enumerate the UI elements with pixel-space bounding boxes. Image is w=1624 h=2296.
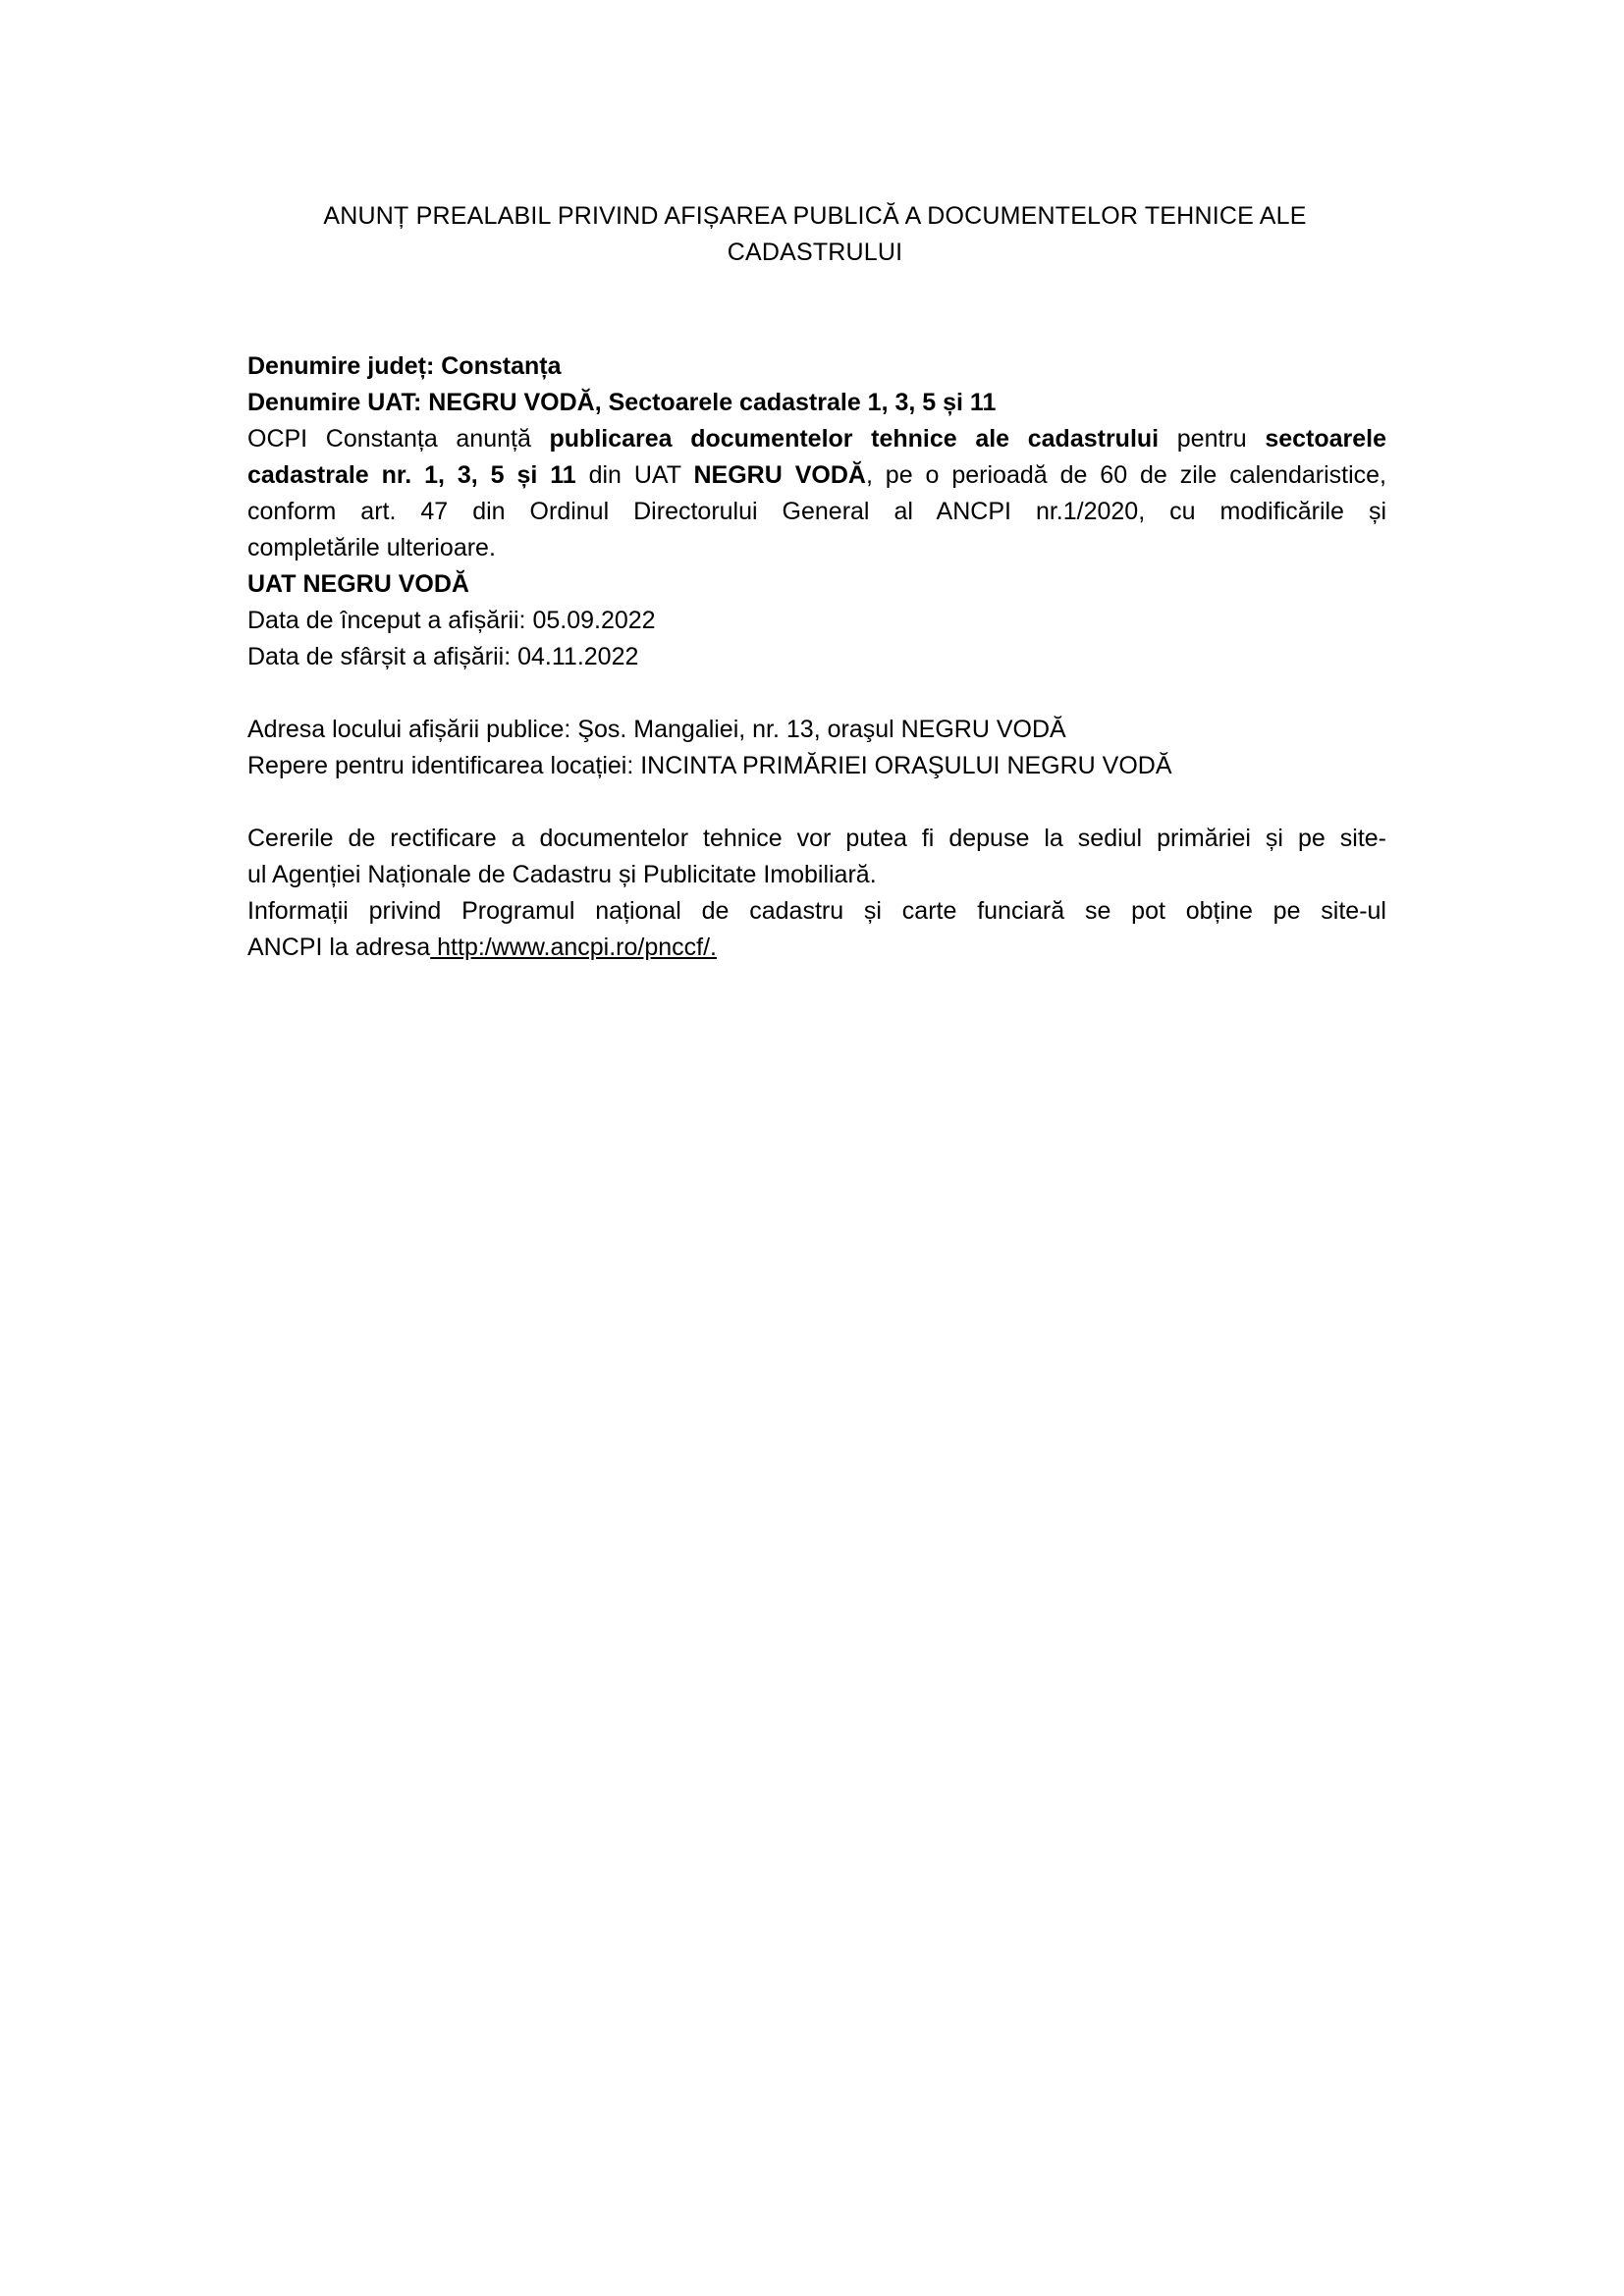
bold-run: cadastrale nr. 1, 3, 5 și 11 bbox=[247, 461, 576, 489]
end-date: Data de sfârșit a afișării: 04.11.2022 bbox=[247, 643, 639, 670]
announcement-body bbox=[247, 348, 1386, 966]
uat-heading: UAT NEGRU VODĂ bbox=[247, 570, 469, 598]
location-landmarks: Repere pentru identificarea locației: INCINTA PRIMĂRIEI ORAŞULUI NEGRU VODĂ bbox=[247, 752, 1172, 779]
bold-run: NEGRU VODĂ bbox=[693, 461, 866, 489]
ancpi-link[interactable]: http:/www.ancpi.ro/pnccf/. bbox=[430, 934, 717, 961]
text-run: OCPI Constanța anunță bbox=[247, 425, 550, 453]
display-address: Adresa locului afișării publice: Şos. Mangaliei, nr. 13, oraşul NEGRU VODĂ bbox=[247, 716, 1066, 743]
start-date: Data de început a afișării: 05.09.2022 bbox=[247, 607, 656, 634]
uat-line: Denumire UAT: NEGRU VODĂ, Sectoarele cadastrale 1, 3, 5 și 11 bbox=[247, 389, 997, 416]
page-title bbox=[245, 198, 1384, 271]
text-run: ANCPI la adresa bbox=[247, 934, 431, 961]
text-run: pentru bbox=[1159, 425, 1266, 453]
announcement-line-3: conform art. 47 din Ordinul Directorului General al ANCPI nr.1/2020, cu modificările și bbox=[247, 498, 1386, 525]
rectification-line-2: ul Agenției Naționale de Cadastru și Publicitate Imobiliară. bbox=[247, 861, 877, 888]
title-line-1: ANUNȚ PREALABIL PRIVIND AFIȘAREA PUBLICĂ A DOCUMENTELOR TEHNICE ALE bbox=[323, 202, 1307, 230]
county-line: Denumire județ: Constanța bbox=[247, 352, 562, 380]
bold-run: sectoarele bbox=[1265, 425, 1387, 453]
spacer bbox=[247, 784, 1386, 821]
title-line-2: CADASTRULUI bbox=[727, 239, 903, 266]
announcement-line-4: completările ulterioare. bbox=[247, 534, 496, 561]
bold-run: publicarea documentelor tehnice ale cadastrului bbox=[549, 425, 1160, 453]
spacer bbox=[247, 675, 1386, 712]
info-line-2 bbox=[247, 930, 1386, 966]
rectification-line-1: Cererile de rectificare a documentelor tehnice vor putea fi depuse la sediul primăriei și pe site- bbox=[247, 825, 1386, 852]
text-run: din UAT bbox=[575, 461, 694, 489]
announcement-line-1 bbox=[247, 421, 1386, 457]
info-line-1: Informații privind Programul național de cadastru și carte funciară se pot obține pe site-ul bbox=[247, 897, 1386, 925]
announcement-line-2 bbox=[247, 457, 1386, 494]
text-run: , pe o perioadă de 60 de zile calendaristice, bbox=[865, 461, 1386, 489]
